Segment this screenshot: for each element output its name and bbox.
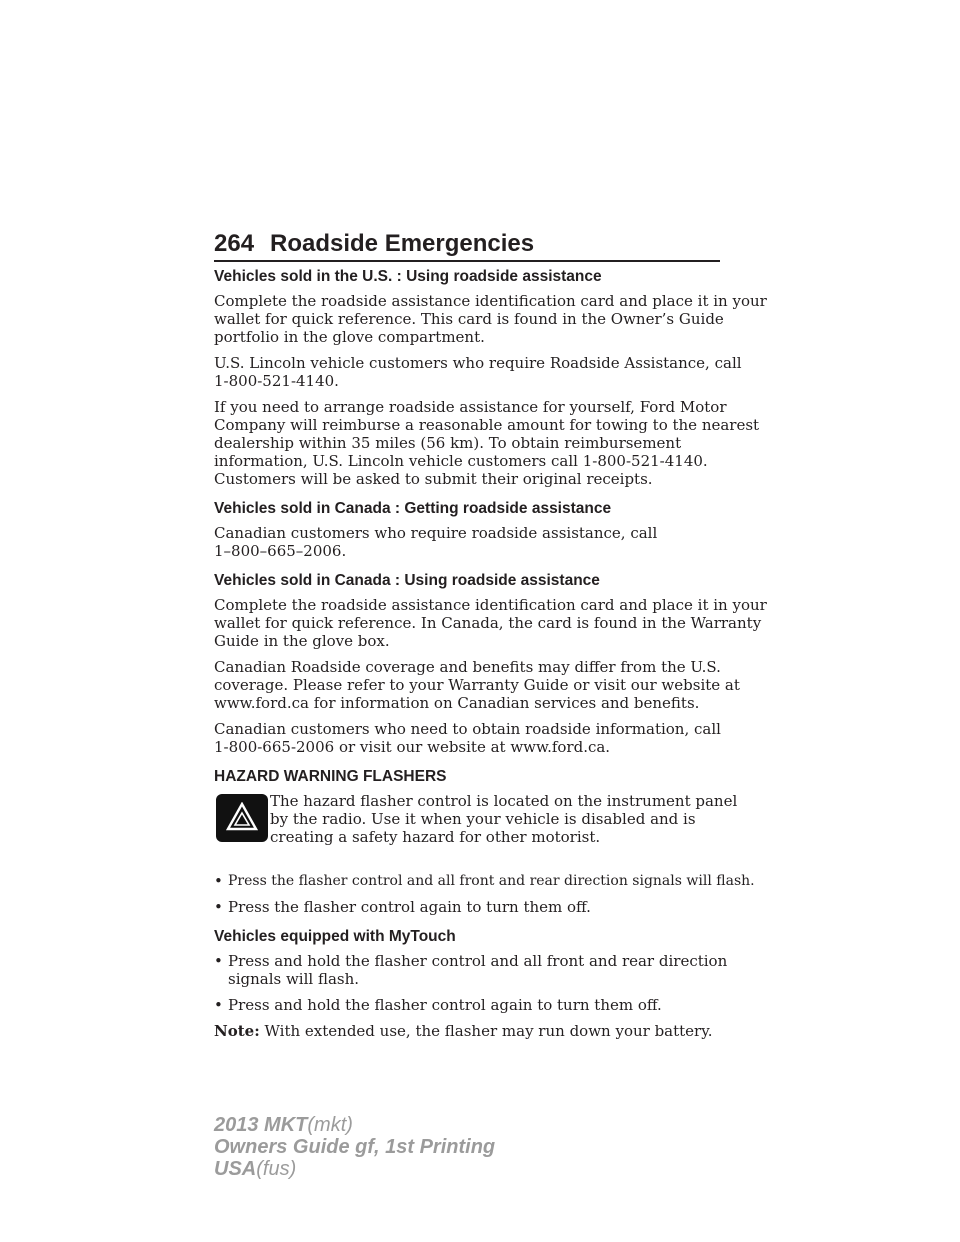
text-line: Press the flasher control and all front and rear direction signals will flash.: [228, 873, 755, 889]
page-title: Roadside Emergencies: [270, 230, 535, 257]
hazard-description: [214, 792, 738, 864]
footer-market: USA: [214, 1158, 257, 1180]
print-footer: [214, 1114, 495, 1180]
list-item: [214, 996, 724, 1014]
text-line: Canadian Roadside coverage and benefits may differ from the U.S.: [214, 658, 721, 676]
paragraph: [214, 524, 724, 560]
page-content: [214, 268, 767, 1048]
paragraph: [214, 596, 767, 650]
paragraph: [214, 658, 740, 712]
text-line: Press and hold the flasher control again to turn them off.: [228, 996, 662, 1014]
text-line: Canadian customers who need to obtain roadside information, call: [214, 720, 721, 738]
list-item: [214, 898, 724, 916]
text-line: www.ford.ca for information on Canadian services and benefits.: [214, 694, 700, 712]
text-line: If you need to arrange roadside assistance for yourself, Ford Motor: [214, 398, 727, 416]
note-text: With extended use, the flasher may run down your battery.: [264, 1022, 713, 1040]
text-line: information, U.S. Lincoln vehicle customers call 1-800-521-4140.: [214, 452, 708, 470]
section-heading: Vehicles sold in the U.S. : Using roadside assistance: [214, 268, 602, 285]
text-line: by the radio. Use it when your vehicle is disabled and is: [270, 810, 696, 828]
page-number: 264: [214, 230, 255, 257]
list-item: [214, 872, 755, 890]
section-heading: Vehicles equipped with MyTouch: [214, 928, 456, 945]
text-line: Complete the roadside assistance identification card and place it in your: [214, 596, 767, 614]
text-line: dealership within 35 miles (56 km). To obtain reimbursement: [214, 434, 682, 452]
text-line: Guide in the glove box.: [214, 632, 390, 650]
section-heading: Vehicles sold in Canada : Using roadside assistance: [214, 572, 600, 589]
text-line: Press and hold the flasher control and all front and rear direction: [228, 952, 728, 970]
footer-code: (fus): [256, 1158, 297, 1180]
section-heading: Vehicles sold in Canada : Getting roadside assistance: [214, 500, 612, 517]
list-item: [214, 952, 728, 988]
text-line: wallet for quick reference. This card is found in the Owner’s Guide: [214, 310, 724, 328]
text-line: Complete the roadside assistance identification card and place it in your: [214, 292, 767, 310]
text-line: creating a safety hazard for other motorist.: [270, 828, 601, 846]
text-line: Canadian customers who require roadside assistance, call: [214, 524, 658, 542]
note: [214, 1022, 724, 1040]
text-line: The hazard flasher control is located on the instrument panel: [270, 792, 738, 810]
bullet: •: [214, 872, 223, 890]
text-line: Company will reimburse a reasonable amount for towing to the nearest: [214, 416, 760, 434]
text-line: signals will flash.: [228, 970, 360, 988]
text-line: portfolio in the glove compartment.: [214, 328, 485, 346]
hazard-text: [270, 792, 737, 846]
text-line: 1–800–665–2006.: [214, 542, 347, 560]
text-line: coverage. Please refer to your Warranty Guide or visit our website at: [214, 676, 740, 694]
text-line: wallet for quick reference. In Canada, the card is found in the Warranty: [214, 614, 762, 632]
paragraph: [214, 720, 724, 756]
footer-line: [214, 1114, 495, 1136]
footer-code: (mkt): [307, 1114, 353, 1136]
text-line: U.S. Lincoln vehicle customers who require Roadside Assistance, call: [214, 354, 742, 372]
bullet: •: [214, 952, 223, 970]
paragraph: [214, 398, 760, 488]
footer-line: [214, 1158, 495, 1180]
text-line: 1-800-521-4140.: [214, 372, 339, 390]
text-line: Press the flasher control again to turn them off.: [228, 898, 591, 916]
page-header: [214, 228, 720, 262]
paragraph: [214, 292, 767, 346]
bullet: •: [214, 996, 223, 1014]
footer-model: 2013 MKT: [214, 1114, 308, 1136]
note-label: Note:: [214, 1022, 260, 1040]
text-line: 1-800-665-2006 or visit our website at www.ford.ca.: [214, 738, 611, 756]
paragraph: [214, 354, 742, 390]
bullet: •: [214, 898, 223, 916]
text-line: Customers will be asked to submit their original receipts.: [214, 470, 653, 488]
section-heading: HAZARD WARNING FLASHERS: [214, 768, 447, 785]
hazard-triangle-icon: [216, 794, 268, 842]
footer-line: Owners Guide gf, 1st Printing: [214, 1136, 496, 1158]
